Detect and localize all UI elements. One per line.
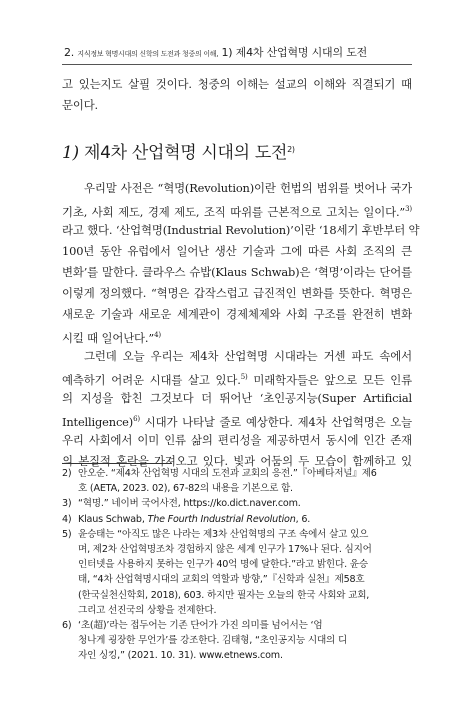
text-line: 의 지성을 합친 그것보다 더 뛰어난 ‘초인공지능(Super Artificial [62, 391, 412, 405]
header-rule [62, 64, 412, 65]
section-title: 제4차 산업혁명 시대의 도전 [83, 143, 288, 163]
paragraph-2 [62, 346, 412, 472]
footnote-ref: 5) [240, 373, 248, 381]
footnote-ref: 4) [154, 331, 161, 339]
carryover-paragraph [62, 74, 412, 116]
text-line: 시킬 때 일어난다.”$^{4)}$ [62, 331, 161, 345]
text-line: 문이다. [62, 98, 99, 112]
text-line: 우리 사회에서 이미 인류 삶의 편리성을 제공하면서 동시에 인간 존재 [62, 433, 412, 447]
text-line: Intelligence)$^{6)}$ 시대가 나타날 줄로 예상한다. 제4차 산업혁명은 오늘 [62, 415, 412, 429]
footnote-ref: 6) [133, 415, 140, 423]
text-line: 고 있는지도 살필 것이다. 청중의 이해는 설교의 이해와 직결되기 때 [62, 77, 412, 91]
footnote-rule [62, 463, 172, 464]
footnote-5: 5) 윤승태는 “아직도 많은 나라는 제3차 산업혁명의 구조 속에서 살고 있으 며, 제2차 산업혁명조차 경험하지 않은 세계 인구가 17%나 된다. 심지어 인터넷을 사용하지 못하는 인구가 40억 명에 달한다.”라고 밝힌다. 윤승 태, “4차 산업혁명시대의 교회의 역할과 방향,”『신학과 실천』제58호 (한국실천신학회, 2018), 603. 하지만 필자는 오늘의 한국 사회와 교회, 그리고 선진국의 상황을 전제한다. [62, 528, 372, 616]
text-line: 의 본질적 혼란을 가져오고 있다. 빛과 어둠의 두 모습이 함께하고 있 [62, 454, 412, 468]
chapter-number: 2. [64, 46, 75, 59]
paragraph-1 [62, 178, 420, 346]
text-line: 예측하기 어려운 시대를 살고 있다.$^{5)}$ 미래학자들은 앞으로 모든 인류 [62, 373, 412, 387]
text-line: 그런데 오늘 우리는 제4차 산업혁명 시대라는 거센 파도 속에서 [84, 349, 412, 363]
chapter-title-handwritten: 지식정보 혁명시대의 신학의 도전과 청중의 이해, [77, 50, 219, 58]
footnote-6: 6) ‘초(超)’라는 접두어는 기존 단어가 가진 의미를 넘어서는 ‘엄 청나게 굉장한 무언가’를 강조한다. 김태형, “초인공지능 시대의 디 자인 싱킹,” (2021. 10. 31). www.etnews.com. [62, 620, 348, 662]
footnote-3: 3) “혁명.” 네이버 국어사전, https://ko.dict.naver.com. [62, 498, 301, 510]
text-line: 변화’를 말한다. 클라우스 슈밥(Klaus Schwab)은 ‘혁명’이라는 단어를 [62, 265, 412, 279]
text-line: 이렇게 정의했다. “혁명은 갑작스럽고 급진적인 변화를 뜻한다. 혁명은 [62, 286, 412, 300]
footnote-ref: 3) [405, 205, 412, 213]
section-number: 1) [62, 143, 79, 163]
text-line: 라고 했다. ‘산업혁명(Industrial Revolution)’이란 ‘18세기 후반부터 약 [62, 223, 420, 237]
text-line: 100년 동안 유럽에서 일어난 생산 기술과 그에 따른 사회 조직의 큰 [62, 244, 412, 258]
running-header [64, 44, 414, 60]
running-header-section: 1) 제4차 산업혁명 시대의 도전 [221, 46, 368, 59]
text-line: 기초, 사회 제도, 경제 제도, 조직 따위를 근본적으로 고치는 일이다.”$^{3)}$ [62, 205, 412, 219]
text-line: 우리말 사전은 “혁명(Revolution)이란 헌법의 범위를 벗어나 국가 [84, 181, 412, 195]
footnotes [62, 466, 412, 664]
footnote-4: 4) Klaus Schwab, The Fourth Industrial Revolution, 6. [62, 513, 311, 525]
text-line: 새로운 기술과 새로운 세계관이 경제체제와 사회 구조를 완전히 변화 [62, 307, 412, 321]
section-heading [62, 138, 412, 163]
footnote-2: 2) 안오순. “제4차 산업혁명 시대의 도전과 교회의 응전.”『아베타저널』제6 호 (AETA, 2023. 02), 67-82의 내용을 기본으로 함. [62, 468, 377, 495]
footnote-ref: 2) [287, 145, 295, 154]
